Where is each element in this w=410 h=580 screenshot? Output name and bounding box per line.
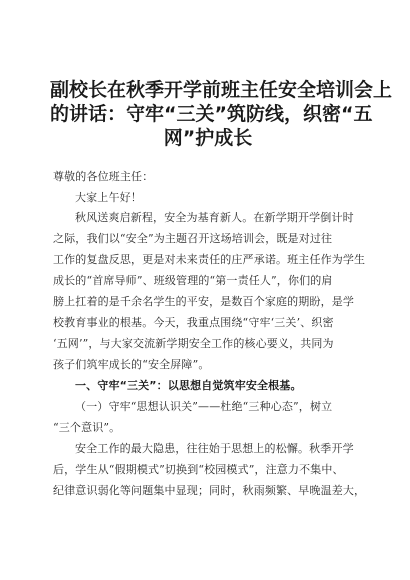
document-title bbox=[50, 78, 393, 150]
paragraph-line: ‘五网’”，与大家交流新学期安全工作的核心要义，共同为 bbox=[53, 337, 334, 350]
paragraph-line: 秋风送爽启新程，安全为基育新人。在新学期开学倒计时 bbox=[75, 211, 354, 224]
paragraph-line: 工作的复盘反思，更是对未来责任的庄严承诺。班主任作为学生 bbox=[53, 253, 366, 266]
paragraph-line: 校教育事业的根基。今天，我重点围绕“守牢‘三关’、织密 bbox=[53, 316, 334, 329]
paragraph-line: 安全工作的最大隐患，往往始于思想上的松懈。秋季开学 bbox=[75, 442, 354, 455]
salutation: 尊敬的各位班主任： bbox=[53, 170, 154, 183]
paragraph-line: 孩子们筑牢成长的“安全屏障”。 bbox=[53, 358, 210, 371]
paragraph-line: 成长的“首席导师”、班级管理的“第一责任人”，你们的肩 bbox=[53, 274, 333, 287]
paragraph-line: 纪律意识弱化等问题集中显现；同时，秋雨频繁、早晚温差大， bbox=[53, 484, 366, 497]
greeting: 大家上午好！ bbox=[75, 191, 142, 204]
title-line: 副校长在秋季开学前班主任安全培训会上 bbox=[50, 79, 393, 101]
section-heading: 一、守牢“三关”：以思想自觉筑牢安全根基。 bbox=[75, 379, 302, 392]
paragraph-line: 膀上扛着的是千余名学生的平安，是数百个家庭的期盼，是学 bbox=[53, 295, 355, 308]
subsection-heading-line: “三个意识”。 bbox=[53, 421, 121, 434]
paragraph-line: 后，学生从“假期模式”切换到“校园模式”，注意力不集中、 bbox=[53, 463, 344, 476]
paragraph-line: 之际，我们以“安全”为主题召开这场培训会，既是对过往 bbox=[53, 232, 333, 245]
subsection-heading-line: （一）守牢“思想认识关”——杜绝“三种心态”，树立 bbox=[75, 400, 333, 413]
title-line: 的讲话：守牢“三关”筑防线，织密“五 bbox=[50, 103, 373, 125]
title-line: 网”护成长 bbox=[163, 127, 253, 149]
